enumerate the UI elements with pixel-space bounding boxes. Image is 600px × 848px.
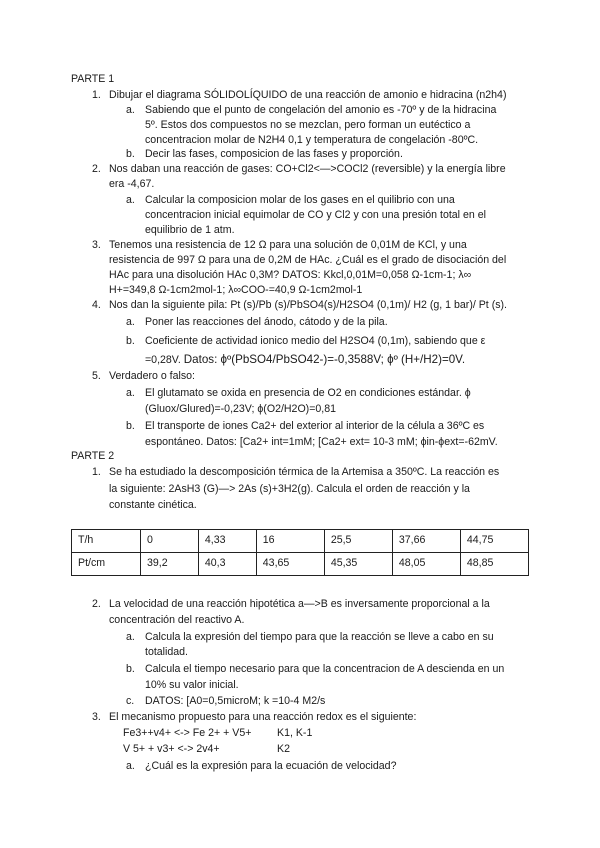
q2a-text: Calcular la composicion molar de los gases en el quilibrio con una bbox=[145, 194, 455, 206]
q1-number: 1. bbox=[92, 89, 101, 101]
table-cell: Pt/cm bbox=[72, 553, 141, 576]
q4b-epsilon-value: =0,28V. bbox=[145, 354, 184, 366]
q4-text: Nos dan la siguiente pila: Pt (s)/Pb (s)/PbSO4(s)/H2SO4 (0,1m)/ H2 (g, 1 bar)/ Pt (s). bbox=[109, 299, 507, 311]
q5a-text: El glutamato se oxida en presencia de O2 en condiciones estándar. ϕ bbox=[145, 387, 471, 399]
q5-text: Verdadero o falso: bbox=[109, 370, 195, 382]
p2q2-text: La velocidad de una reacción hipotética a—>B es inversamente proporcional a la bbox=[109, 598, 490, 610]
p2q1-text: constante cinética. bbox=[109, 499, 197, 511]
q1-text: Dibujar el diagrama SÓLIDOLÍQUIDO de una reacción de amonio e hidracina (n2h4) bbox=[109, 89, 507, 101]
table-cell: 37,66 bbox=[392, 530, 460, 553]
p2q1-number: 1. bbox=[92, 466, 101, 478]
q1b-label: b. bbox=[126, 148, 135, 160]
table-cell: 40,3 bbox=[198, 553, 256, 576]
q1a-text: 5º. Estos dos compuestos no se mezclan, pero forman un eutéctico a bbox=[145, 119, 471, 131]
q4b-label: b. bbox=[126, 335, 135, 347]
q1a-text: concentracion molar de N2H4 0,1 y temperatura de congelación -80ºC. bbox=[145, 134, 479, 146]
parte2-heading: PARTE 2 bbox=[71, 450, 115, 462]
q5a-text: (Gluox/Glured)=-0,23V; ϕ(O2/H2O)=0,81 bbox=[145, 403, 337, 415]
p2q2b-text: Calcula el tiempo necesario para que la concentracion de A descienda en un bbox=[145, 663, 505, 675]
q5b-text: espontáneo. Datos: [Ca2+ int=1mM; [Ca2+ ext= 10-3 mM; ϕin-ϕext=-62mV. bbox=[145, 436, 498, 448]
p2q3a-label: a. bbox=[126, 760, 135, 772]
p2q2b-label: b. bbox=[126, 663, 135, 675]
table-cell: 48,05 bbox=[392, 553, 460, 576]
q3-text: HAc para una disolución HAc 0,3M? DATOS: Kkcl,0,01M=0,058 Ω-1cm-1; λ∞ bbox=[109, 269, 472, 281]
q4b-datos: Datos: ϕº(PbSO4/PbSO42-)=-0,3588V; ϕº (H+/H2)=0V. bbox=[183, 353, 466, 366]
q5a-label: a. bbox=[126, 387, 135, 399]
p2q2b-text: 10% su valor inicial. bbox=[145, 679, 239, 691]
q5b-text: El transporte de iones Ca2+ del exterior al interior de la célula a 36ºC es bbox=[145, 420, 485, 432]
table-cell: T/h bbox=[72, 530, 141, 553]
q3-text: resistencia de 997 Ω para una de 0,2M de HAc. ¿Cuál es el grado de disociación del bbox=[109, 254, 507, 266]
p2q1-text: la siguiente: 2AsH3 (G)—> 2As (s)+3H2(g). Calcula el orden de reacción y la bbox=[109, 483, 470, 495]
p2q2c-text: DATOS: [A0=0,5microM; k =10-4 M2/s bbox=[145, 695, 326, 707]
p2q2a-label: a. bbox=[126, 631, 135, 643]
table-row bbox=[72, 553, 529, 576]
p2q2c-label: c. bbox=[126, 695, 135, 707]
q1b-text: Decir las fases, composicion de las fases y proporción. bbox=[145, 148, 403, 160]
table-cell: 48,85 bbox=[460, 553, 528, 576]
q4b-text bbox=[145, 352, 465, 369]
p2q2-text: concentración del reactivo A. bbox=[109, 614, 245, 626]
q2-text: Nos daban una reacción de gases: CO+Cl2<—>COCl2 (reversible) y la energía libre bbox=[109, 163, 506, 175]
mechanism-step1-constant: K1, K-1 bbox=[277, 727, 313, 739]
q2a-label: a. bbox=[126, 194, 135, 206]
p2q3-text: El mecanismo propuesto para una reacción redox es el siguiente: bbox=[109, 711, 417, 723]
p2q3a-text: ¿Cuál es la expresión para la ecuación de velocidad? bbox=[145, 760, 397, 772]
q2a-text: concentracion inicial equimolar de CO y Cl2 y con una presión total en el bbox=[145, 209, 486, 221]
q5b-label: b. bbox=[126, 420, 135, 432]
table-cell: 4,33 bbox=[198, 530, 256, 553]
parte1-heading: PARTE 1 bbox=[71, 73, 115, 85]
q3-text: H+=349,8 Ω-1cm2mol-1; λ∞COO-=40,9 Ω-1cm2mol-1 bbox=[109, 284, 363, 296]
table-cell: 25,5 bbox=[324, 530, 392, 553]
table-cell: 39,2 bbox=[141, 553, 199, 576]
q2-number: 2. bbox=[92, 163, 101, 175]
q3-number: 3. bbox=[92, 239, 101, 251]
p2q3-number: 3. bbox=[92, 711, 101, 723]
mechanism-step2: V 5+ + v3+ <-> 2v4+ bbox=[123, 743, 220, 755]
q4a-text: Poner las reacciones del ánodo, cátodo y de la pila. bbox=[145, 316, 388, 328]
table-cell: 43,65 bbox=[256, 553, 324, 576]
table-cell: 44,75 bbox=[460, 530, 528, 553]
kinetics-table bbox=[71, 529, 529, 576]
p2q2a-text: totalidad. bbox=[145, 646, 188, 658]
p2q1-text: Se ha estudiado la descomposición térmica de la Artemisa a 350ºC. La reacción es bbox=[109, 466, 500, 478]
p2q2-number: 2. bbox=[92, 598, 101, 610]
mechanism-step1: Fe3++v4+ <-> Fe 2+ + V5+ bbox=[123, 727, 252, 739]
table-row bbox=[72, 530, 529, 553]
q4-number: 4. bbox=[92, 299, 101, 311]
q2a-text: equilibrio de 1 atm. bbox=[145, 224, 235, 236]
q1a-text: Sabiendo que el punto de congelación del amonio es -70º y de la hidracina bbox=[145, 104, 497, 116]
table-cell: 45,35 bbox=[324, 553, 392, 576]
mechanism-step2-constant: K2 bbox=[277, 743, 290, 755]
q3-text: Tenemos una resistencia de 12 Ω para una solución de 0,01M de KCl, y una bbox=[109, 239, 467, 251]
q4a-label: a. bbox=[126, 316, 135, 328]
p2q2a-text: Calcula la expresión del tiempo para que la reacción se lleve a cabo en su bbox=[145, 631, 494, 643]
q4b-text: Coeficiente de actividad ionico medio del H2SO4 (0,1m), sabiendo que ε bbox=[145, 335, 486, 347]
table-cell: 16 bbox=[256, 530, 324, 553]
q1a-label: a. bbox=[126, 104, 135, 116]
q5-number: 5. bbox=[92, 370, 101, 382]
q2-text: era -4,67. bbox=[109, 178, 155, 190]
table-cell: 0 bbox=[141, 530, 199, 553]
